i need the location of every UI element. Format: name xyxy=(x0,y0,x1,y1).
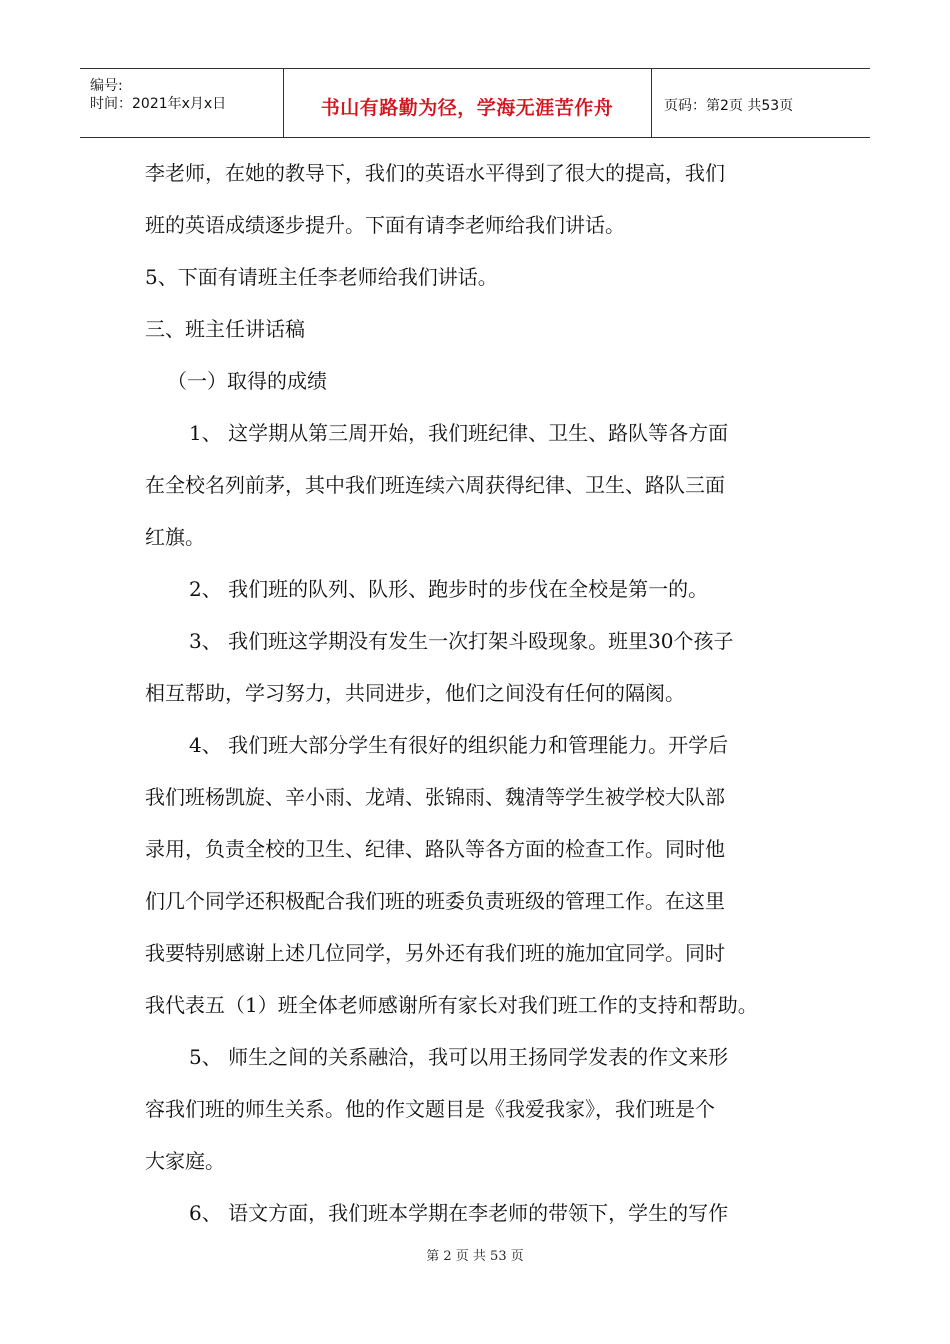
body-line: 6、 语文方面，我们班本学期在李老师的带领下，学生的写作 xyxy=(189,1201,729,1225)
header-page-code: 页码：第2页 共53页 xyxy=(664,98,794,114)
body-line: 李老师，在她的教导下，我们的英语水平得到了很大的提高，我们 xyxy=(145,161,725,185)
body-line: 2、 我们班的队列、队形、跑步时的步伐在全校是第一的。 xyxy=(189,577,709,601)
subsection-heading: （一）取得的成绩 xyxy=(167,369,327,393)
header-right-cell xyxy=(652,69,870,137)
document-date-label: 时间：2021年x月x日 xyxy=(90,96,227,112)
header-middle-cell xyxy=(283,69,652,137)
body-line: 相互帮助，学习努力，共同进步，他们之间没有任何的隔阂。 xyxy=(145,681,685,705)
body-line: 我们班杨凯旋、辛小雨、龙靖、张锦雨、魏清等学生被学校大队部 xyxy=(145,785,725,809)
body-line: 红旗。 xyxy=(145,525,205,549)
body-line: 1、 这学期从第三周开始，我们班纪律、卫生、路队等各方面 xyxy=(189,421,729,445)
body-line: 录用，负责全校的卫生、纪律、路队等各方面的检查工作。同时他 xyxy=(145,837,725,861)
body-line: 大家庭。 xyxy=(145,1149,225,1173)
section-heading: 三、班主任讲话稿 xyxy=(145,317,305,341)
body-line: 在全校名列前茅，其中我们班连续六周获得纪律、卫生、路队三面 xyxy=(145,473,725,497)
body-line: 4、 我们班大部分学生有很好的组织能力和管理能力。开学后 xyxy=(189,733,729,757)
body-line: 5、下面有请班主任李老师给我们讲话。 xyxy=(145,265,498,289)
body-line: 容我们班的师生关系。他的作文题目是《我爱我家》，我们班是个 xyxy=(145,1097,715,1121)
body-line: 5、 师生之间的关系融洽，我可以用王扬同学发表的作文来形 xyxy=(189,1045,729,1069)
header-motto: 书山有路勤为径，学海无涯苦作舟 xyxy=(320,97,614,119)
body-line: 3、 我们班这学期没有发生一次打架斗殴现象。班里30个孩子 xyxy=(189,629,734,653)
body-line: 我要特别感谢上述几位同学，另外还有我们班的施加宜同学。同时 xyxy=(145,941,725,965)
body-line: 班的英语成绩逐步提升。下面有请李老师给我们讲话。 xyxy=(145,213,625,237)
body-line: 我代表五（1）班全体老师感谢所有家长对我们班工作的支持和帮助。 xyxy=(145,993,758,1017)
page-footer: 第 2 页 共 53 页 xyxy=(426,1249,524,1264)
document-number-label: 编号: xyxy=(90,78,123,94)
page-header xyxy=(80,68,870,138)
header-left-cell xyxy=(80,69,284,137)
body-line: 们几个同学还积极配合我们班的班委负责班级的管理工作。在这里 xyxy=(145,889,725,913)
